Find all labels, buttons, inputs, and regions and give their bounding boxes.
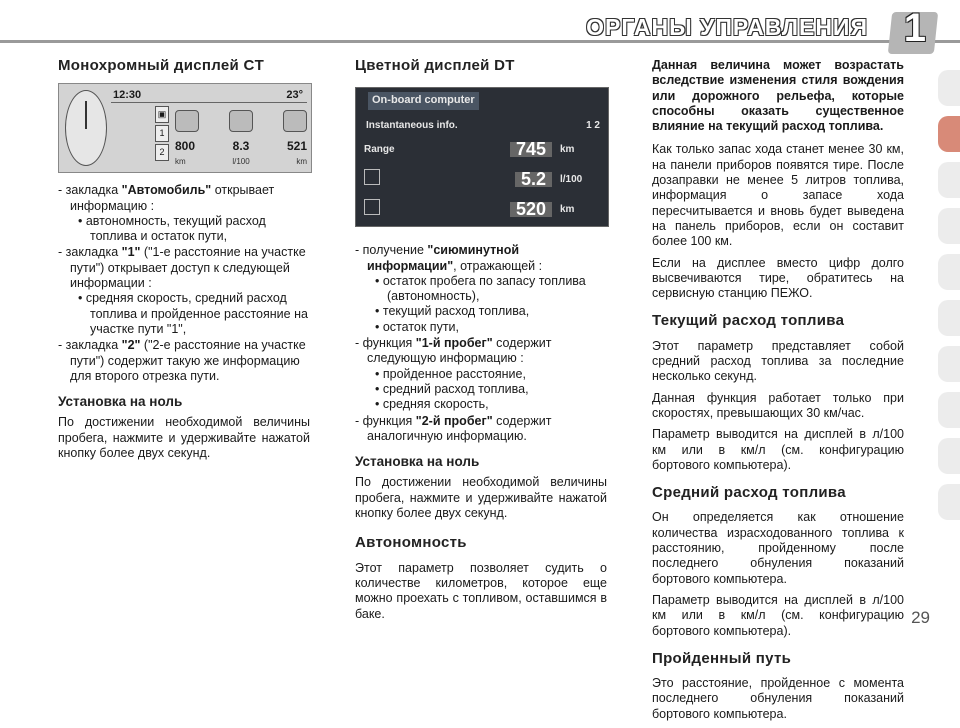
chapter-tab[interactable]: [938, 484, 960, 520]
chapter-tab[interactable]: [938, 70, 960, 106]
list-item: - закладка "Автомобиль" открывает информацию : • автономность, текущий расход топлива и остаток пути,: [58, 183, 310, 244]
list-item: - функция "1-й пробег" содержит следующую информацию : • пройденное расстояние, • средний расход топлива, • средняя скорость,: [355, 336, 607, 412]
mono-display-illustration: [58, 83, 312, 173]
paragraph: Как только запас хода станет менее 30 км, на панели приборов появятся тире. После дозаправки не менее 5 литров топлива, информация о запасе хода пересчитывается и вновь будет выведена на панель приборов, если он составит более 100 км.: [652, 142, 904, 249]
mono-value: 521: [286, 139, 307, 154]
chapter-tab-active[interactable]: [938, 116, 960, 152]
mono-value: 800: [175, 139, 196, 154]
list-subitem: • остаток пути,: [375, 319, 460, 334]
list-item: - получение "сиюминутной информации", отражающей : • остаток пробега по запасу топлива (автономность), • текущий расход топлива, • остаток пути,: [355, 243, 607, 335]
clock-dial-icon: [65, 90, 107, 166]
paragraph: Если на дисплее вместо цифр долго высвечиваются тире, обратитесь на сервисную станцию ПЕЖО.: [652, 255, 904, 301]
mono-display-time: 12:30: [113, 89, 142, 102]
paragraph: Он определяется как отношение количества израсходованного топлива к расстоянию, пройденному после последнего обнуления показаний бортового компьютера.: [652, 510, 904, 586]
paragraph: Параметр выводится на дисплей в л/100 км или в км/л (см. конфигурацию бортового компьютера).: [652, 592, 904, 638]
list-subitem: • средний расход топлива,: [375, 381, 529, 396]
color-display-line-unit: km: [560, 143, 575, 155]
chapter-tab[interactable]: [938, 438, 960, 474]
mono-display-temperature: 23°: [286, 89, 303, 102]
mono-unit: l/100: [232, 157, 250, 167]
color-display-info-row: [366, 118, 600, 133]
car-tab-icon: ▣: [155, 106, 169, 123]
color-display-tabs: 1 2: [586, 120, 600, 132]
mono-value: 8.3: [232, 139, 250, 154]
color-display-line: [364, 200, 600, 218]
mono-unit: km: [296, 157, 307, 167]
mono-display-tabs: [155, 106, 169, 163]
color-display-line: [364, 140, 600, 158]
mono-display-values: [175, 139, 307, 154]
section-subtitle: Установка на ноль: [355, 454, 480, 470]
list-subitem: • пройденное расстояние,: [375, 366, 526, 381]
column-color-display: [355, 58, 607, 628]
list-subitem: • автономность, текущий расход топлива и остаток пути,: [78, 213, 266, 244]
mono-display-top-bar: [111, 88, 307, 103]
chapter-number: 1: [903, 6, 926, 50]
paragraph: Этот параметр позволяет судить о количестве километров, которое еще можно проехать с топливом, оставшимся в баке.: [355, 560, 607, 621]
color-display-line: [364, 170, 600, 188]
column-notes: [652, 58, 904, 728]
section-title: Цветной дисплей DT: [355, 57, 515, 74]
chapter-tab[interactable]: [938, 300, 960, 336]
color-display-illustration: [355, 87, 609, 227]
list-item: - функция "2-й пробег" содержит аналогичную информацию.: [355, 413, 552, 443]
chapter-tab[interactable]: [938, 254, 960, 290]
section-title: Текущий расход топлива: [652, 312, 845, 330]
page-header-title: ОРГАНЫ УПРАВЛЕНИЯ: [586, 14, 868, 40]
list-subitem: • средняя скорость,: [375, 397, 489, 412]
mono-display-units: [175, 154, 307, 169]
list-subitem: • средняя скорость, средний расход топлива и пройденное расстояние на участке пути "1",: [78, 291, 308, 336]
paragraph: По достижении необходимой величины пробега, нажмите и удерживайте нажатой кнопку более двух секунд.: [355, 475, 607, 521]
color-display-line-value: 5.2: [515, 172, 552, 187]
mono-feature-list: [58, 183, 310, 384]
color-display-line-unit: l/100: [560, 173, 583, 185]
color-display-line-value: 745: [510, 142, 552, 157]
list-item: - закладка "2" ("2-е расстояние на участке пути") содержит такую же информацию для второго отрезка пути.: [58, 338, 306, 383]
paragraph: Данная функция работает только при скоростях, превышающих 30 км/час.: [652, 390, 904, 420]
list-item: - закладка "1" ("1-е расстояние на участке пути") открывает доступ к следующей информации : • средняя скорость, средний расход топлива и пройденное расстояние на участке пути "1",: [58, 245, 310, 337]
checkered-flag-icon: [364, 199, 380, 215]
mono-display-icons: [175, 110, 307, 132]
mono-tab-1: 1: [155, 125, 169, 142]
section-subtitle: Установка на ноль: [58, 394, 183, 410]
list-subitem: • текущий расход топлива,: [375, 304, 530, 319]
color-display-title: On-board computer: [368, 92, 479, 109]
chapter-tab[interactable]: [938, 208, 960, 244]
checkered-flag-icon: [283, 110, 307, 132]
section-title: Автономность: [355, 534, 467, 552]
color-feature-list: [355, 243, 607, 444]
paragraph: Это расстояние, пройденное с момента последнего обнуления показаний бортового компьютера.: [652, 676, 904, 721]
color-display-line-unit: km: [560, 203, 575, 215]
chapter-tabs: [938, 70, 960, 530]
chapter-tab[interactable]: [938, 162, 960, 198]
color-display-line-value: 520: [510, 202, 552, 217]
intro-paragraph: Данная величина может возрастать вследствие изменения стиля вождения или дорожного рельефа, которые способны оказать существенное влияние на текущий расход топлива.: [652, 58, 904, 134]
page-number: 29: [911, 608, 930, 627]
fuel-pump-icon: [364, 169, 380, 185]
section-title: Монохромный дисплей CT: [58, 57, 265, 74]
column-mono-display: [58, 58, 310, 467]
color-display-info-label: Instantaneous info.: [366, 120, 458, 132]
list-subitem: • остаток пробега по запасу топлива (автономность),: [375, 273, 586, 304]
section-title: Пройденный путь: [652, 649, 792, 667]
color-display-line-label: Range: [364, 143, 395, 155]
chapter-tab[interactable]: [938, 392, 960, 428]
mono-unit: km: [175, 157, 186, 167]
chapter-tab[interactable]: [938, 346, 960, 382]
paragraph: По достижении необходимой величины пробега, нажмите и удерживайте нажатой кнопку более двух секунд.: [58, 415, 310, 461]
paragraph: Этот параметр представляет собой средний расход топлива за последние несколько секунд.: [652, 338, 904, 384]
paragraph: Параметр выводится на дисплей в л/100 км или в км/л (см. конфигурацию бортового компьютера).: [652, 427, 904, 472]
mono-tab-2: 2: [155, 144, 169, 161]
section-title: Средний расход топлива: [652, 484, 846, 502]
car-icon: [175, 110, 199, 132]
fuel-pump-icon: [229, 110, 253, 132]
